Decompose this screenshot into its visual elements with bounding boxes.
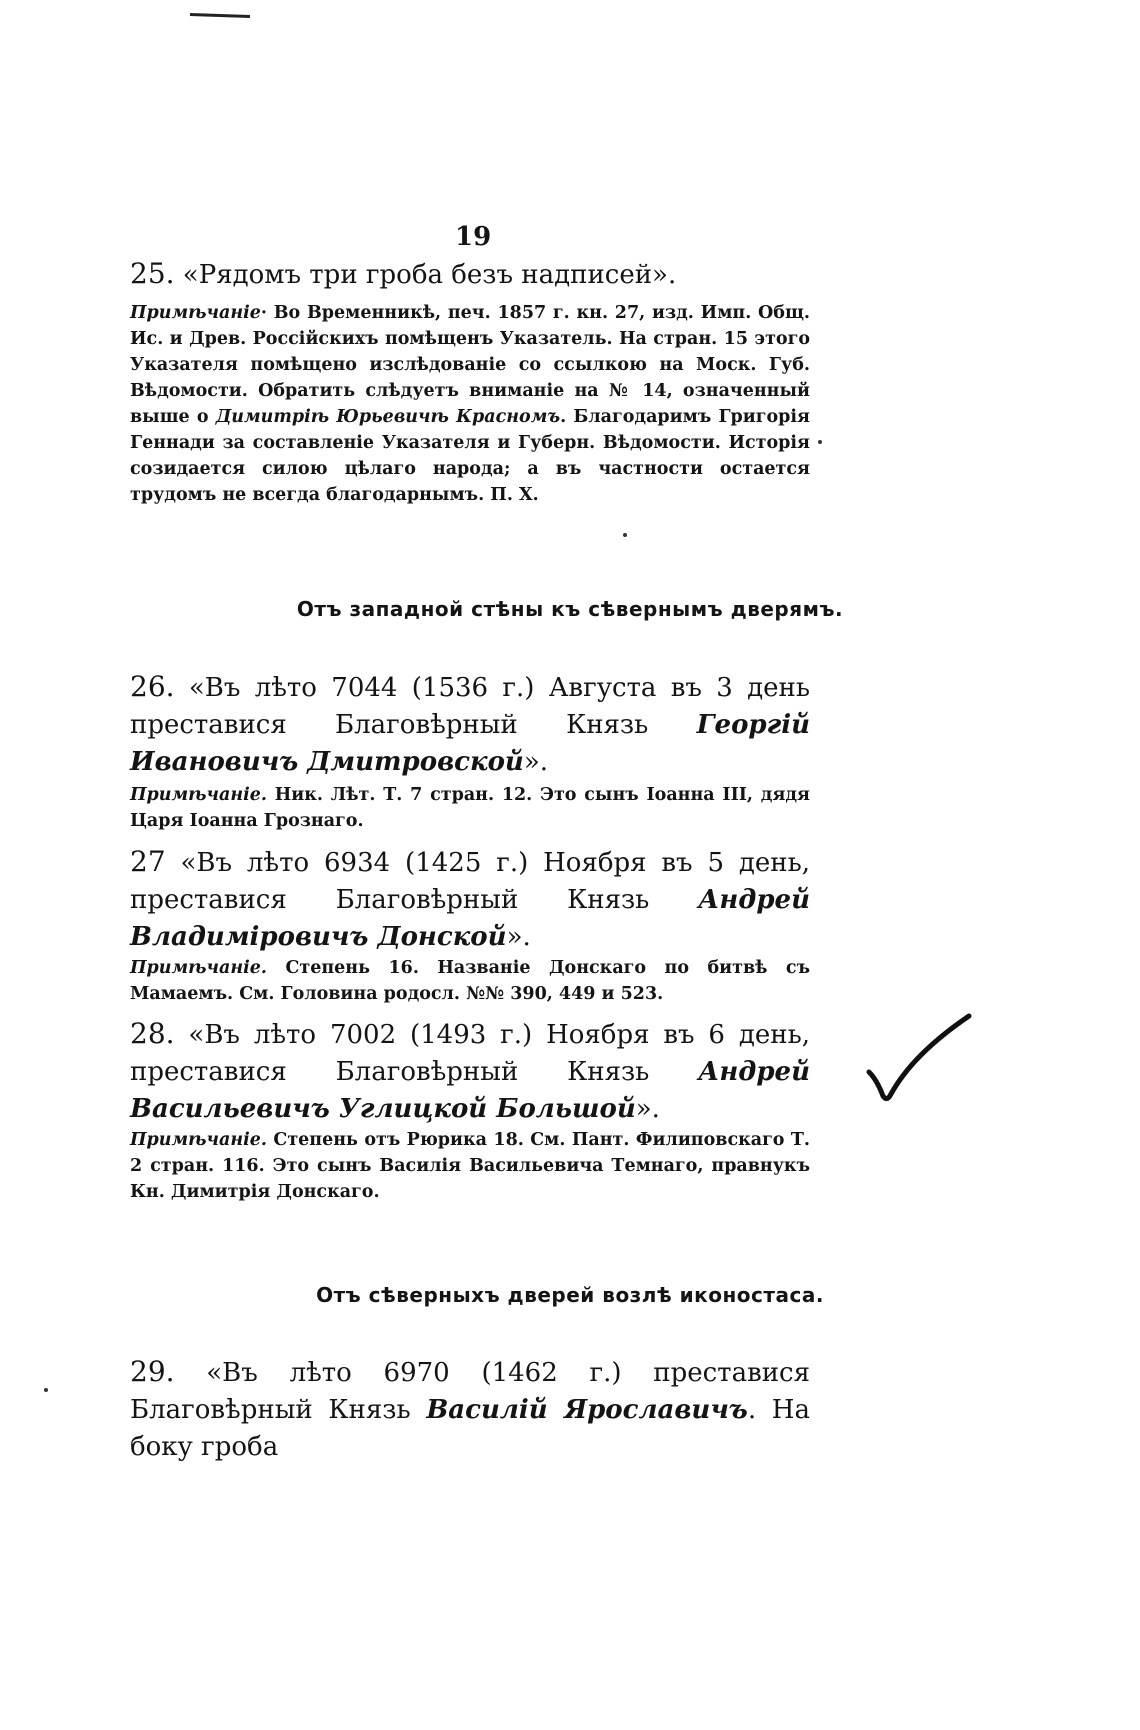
entry-text: «Рядомъ три гроба безъ надписей». xyxy=(182,260,677,290)
note-26 xyxy=(130,782,810,834)
note-label: Примѣчаніе. xyxy=(130,1130,267,1150)
entry-name: Василій Ярославичъ xyxy=(426,1395,748,1425)
entry-text: ». xyxy=(506,922,531,952)
entry-27 xyxy=(130,843,810,956)
note-28 xyxy=(130,1127,810,1205)
note-label: Примѣчаніе. xyxy=(130,785,267,805)
note-27 xyxy=(130,955,810,1007)
entry-25 xyxy=(130,255,810,294)
entry-number: 27 xyxy=(130,845,166,878)
section-heading: Отъ западной стѣны къ сѣвернымъ дверямъ. xyxy=(296,597,844,621)
entry-text: «Въ лѣто 6970 (1462 г.) преставися Благовѣрный Князь xyxy=(130,1358,810,1425)
note-text: Ник. Лѣт. Т. 7 стран. 12. Это сынъ Іоанна III, дядя Царя Іоанна Грознаго. xyxy=(130,785,810,831)
entry-text: «Въ лѣто 6934 (1425 г.) Ноября въ 5 день, преставися Благовѣрный Князь xyxy=(130,848,810,915)
entry-26 xyxy=(130,668,810,781)
entry-text: ». xyxy=(635,1094,660,1124)
entry-number: 29. xyxy=(130,1355,175,1388)
note-text: . Благодаримъ Григорія Геннади за составленіе Указателя и Губерн. Вѣдомости. Исторія созидается силою цѣлаго народа; а въ частности остается трудомъ не всегда благодарнымъ. П. Х. xyxy=(130,407,810,505)
note-text: · Во Временникѣ, печ. 1857 г. кн. 27, изд. Имп. Общ. Ис. и Древ. Россійскихъ помѣщенъ Указатель. На стран. 15 этого Указателя помѣщено изслѣдованіе со ссылкою на Моск. Губ. Вѣдомости. Обратить слѣдуетъ вниманіе на № 14, означенный выше о xyxy=(130,303,810,427)
entry-number: 26. xyxy=(130,670,175,703)
entry-name: Георгій Ивановичъ Дмитровской xyxy=(130,710,810,777)
note-text: Степень 16. Названіе Донскаго по битвѣ съ Мамаемъ. См. Головина родосл. №№ 390, 449 и 523. xyxy=(130,958,810,1004)
scan-speck xyxy=(44,1388,48,1392)
entry-number: 25. xyxy=(130,257,175,290)
scan-speck xyxy=(818,440,822,444)
note-label: Примѣчаніе. xyxy=(130,958,267,978)
entry-number: 28. xyxy=(130,1017,175,1050)
entry-text: «Въ лѣто 7044 (1536 г.) Августа въ 3 день преставися Благовѣрный Князь xyxy=(130,673,810,740)
entry-name: Андрей Владиміровичъ Донской xyxy=(130,885,810,952)
entry-text: . На боку гроба xyxy=(130,1395,810,1462)
entry-text: «Въ лѣто 7002 (1493 г.) Ноября въ 6 день, преставися Благовѣрный Князь xyxy=(130,1020,810,1087)
note-text: Степень отъ Рюрика 18. См. Пант. Филиповскаго Т. 2 стран. 116. Это сынъ Василія Васильевича Темнаго, правнукъ Кн. Димитрія Донскаго. xyxy=(130,1130,810,1202)
note-label: Примѣчаніе xyxy=(130,303,261,323)
entry-text: ». xyxy=(523,747,548,777)
page-number: 19 xyxy=(455,222,492,252)
scan-artifact xyxy=(190,13,250,18)
entry-name: Андрей Васильевичъ Углицкой Большой xyxy=(130,1057,810,1124)
scan-speck xyxy=(623,533,627,537)
entry-29 xyxy=(130,1353,810,1466)
note-name: Димитріѣ Юрьевичѣ Красномъ xyxy=(215,407,561,427)
section-heading: Отъ сѣверныхъ дверей возлѣ иконостаса. xyxy=(316,1283,824,1307)
note-25 xyxy=(130,300,810,508)
checkmark-icon xyxy=(865,1010,975,1110)
entry-28 xyxy=(130,1015,810,1128)
